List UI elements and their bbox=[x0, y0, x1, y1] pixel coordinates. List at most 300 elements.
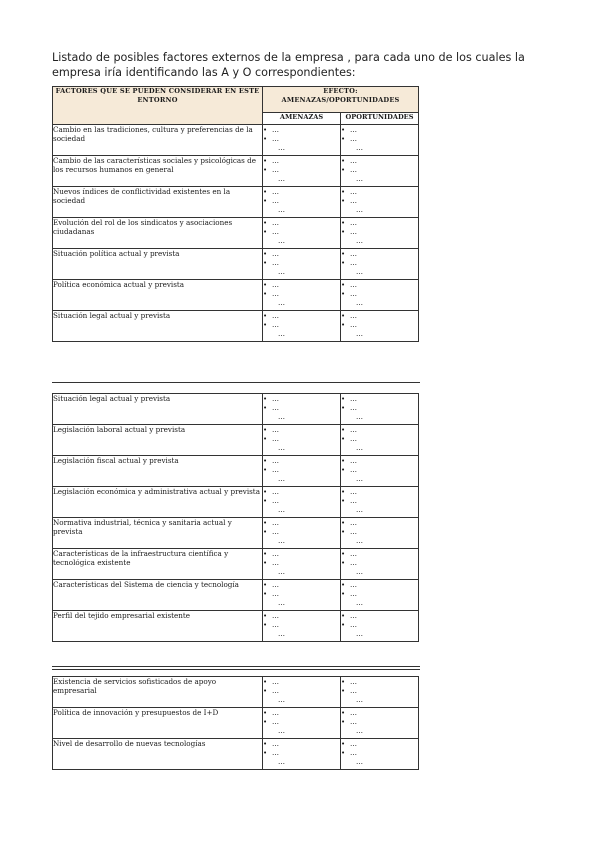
bullet-item bbox=[341, 134, 418, 143]
bullet-icon: • bbox=[263, 749, 268, 757]
continuation-line bbox=[263, 443, 340, 452]
bullet-icon: • bbox=[263, 678, 268, 686]
continuation-line bbox=[341, 174, 418, 183]
bullet-item bbox=[341, 708, 418, 717]
bullet-item bbox=[263, 518, 340, 527]
bullet-icon: • bbox=[263, 259, 268, 267]
factor-cell: Nuevos índices de conflictividad existentes en la sociedad bbox=[53, 187, 263, 218]
factor-cell: Situación política actual y prevista bbox=[53, 249, 263, 280]
continuation-line bbox=[263, 329, 340, 338]
placeholder-ellipsis: … bbox=[272, 259, 280, 267]
bullet-item bbox=[341, 403, 418, 412]
placeholder-ellipsis: … bbox=[278, 299, 286, 307]
bullet-item bbox=[341, 620, 418, 629]
bullet-icon: • bbox=[341, 528, 346, 536]
bullet-item bbox=[341, 425, 418, 434]
continuation-line bbox=[341, 567, 418, 576]
continuation-line bbox=[263, 536, 340, 545]
placeholder-ellipsis: … bbox=[350, 188, 358, 196]
header-effect-subtitle: AMENAZAS/OPORTUNIDADES bbox=[281, 95, 400, 104]
bullet-icon: • bbox=[341, 395, 346, 403]
bullet-icon: • bbox=[263, 126, 268, 134]
placeholder-ellipsis: … bbox=[278, 444, 286, 452]
bullet-icon: • bbox=[341, 321, 346, 329]
table-row bbox=[53, 487, 419, 518]
bullet-item bbox=[263, 686, 340, 695]
continuation-line bbox=[341, 695, 418, 704]
bullet-item bbox=[341, 280, 418, 289]
continuation-line bbox=[341, 205, 418, 214]
bullet-item bbox=[263, 425, 340, 434]
opportunities-cell[interactable] bbox=[341, 218, 419, 249]
bullet-item bbox=[341, 218, 418, 227]
placeholder-ellipsis: … bbox=[350, 528, 358, 536]
threats-cell[interactable] bbox=[263, 549, 341, 580]
continuation-line bbox=[341, 598, 418, 607]
bullet-item bbox=[341, 187, 418, 196]
placeholder-ellipsis: … bbox=[350, 157, 358, 165]
bullet-icon: • bbox=[341, 519, 346, 527]
placeholder-ellipsis: … bbox=[356, 206, 364, 214]
table-row bbox=[53, 739, 419, 770]
continuation-line bbox=[263, 474, 340, 483]
bullet-item bbox=[341, 748, 418, 757]
opportunities-cell[interactable] bbox=[341, 311, 419, 342]
bullet-icon: • bbox=[263, 581, 268, 589]
threats-cell[interactable] bbox=[263, 456, 341, 487]
continuation-line bbox=[263, 236, 340, 245]
placeholder-ellipsis: … bbox=[356, 237, 364, 245]
bullet-item bbox=[263, 289, 340, 298]
bullet-icon: • bbox=[341, 426, 346, 434]
factor-cell: Normativa industrial, técnica y sanitaria actual y prevista bbox=[53, 518, 263, 549]
opportunities-cell[interactable] bbox=[341, 425, 419, 456]
placeholder-ellipsis: … bbox=[350, 612, 358, 620]
opportunities-cell[interactable] bbox=[341, 280, 419, 311]
bullet-item bbox=[263, 739, 340, 748]
placeholder-ellipsis: … bbox=[350, 126, 358, 134]
table-row bbox=[53, 518, 419, 549]
opportunities-cell[interactable] bbox=[341, 394, 419, 425]
bullet-item bbox=[263, 249, 340, 258]
table-row bbox=[53, 311, 419, 342]
placeholder-ellipsis: … bbox=[350, 426, 358, 434]
placeholder-ellipsis: … bbox=[350, 290, 358, 298]
threats-cell[interactable] bbox=[263, 311, 341, 342]
continuation-line bbox=[341, 726, 418, 735]
placeholder-ellipsis: … bbox=[272, 312, 280, 320]
table-separator bbox=[52, 666, 420, 667]
placeholder-ellipsis: … bbox=[272, 290, 280, 298]
bullet-item bbox=[263, 227, 340, 236]
bullet-icon: • bbox=[263, 157, 268, 165]
bullet-item bbox=[341, 580, 418, 589]
threats-cell[interactable] bbox=[263, 611, 341, 642]
table-row bbox=[53, 218, 419, 249]
threats-cell[interactable] bbox=[263, 280, 341, 311]
continuation-line bbox=[341, 536, 418, 545]
continuation-line bbox=[263, 726, 340, 735]
bullet-item bbox=[341, 558, 418, 567]
bullet-item bbox=[263, 258, 340, 267]
table-separator bbox=[52, 382, 420, 383]
table-separator bbox=[52, 669, 420, 670]
bullet-icon: • bbox=[263, 687, 268, 695]
opportunities-cell[interactable] bbox=[341, 611, 419, 642]
placeholder-ellipsis: … bbox=[356, 696, 364, 704]
placeholder-ellipsis: … bbox=[272, 749, 280, 757]
bullet-icon: • bbox=[263, 426, 268, 434]
placeholder-ellipsis: … bbox=[278, 475, 286, 483]
placeholder-ellipsis: … bbox=[350, 228, 358, 236]
factor-cell: Cambio en las tradiciones, cultura y preferencias de la sociedad bbox=[53, 125, 263, 156]
placeholder-ellipsis: … bbox=[356, 599, 364, 607]
placeholder-ellipsis: … bbox=[350, 621, 358, 629]
table-row bbox=[53, 187, 419, 218]
table-row bbox=[53, 425, 419, 456]
opportunities-cell[interactable] bbox=[341, 249, 419, 280]
threats-cell[interactable] bbox=[263, 425, 341, 456]
placeholder-ellipsis: … bbox=[356, 727, 364, 735]
placeholder-ellipsis: … bbox=[272, 157, 280, 165]
placeholder-ellipsis: … bbox=[272, 678, 280, 686]
bullet-icon: • bbox=[341, 612, 346, 620]
placeholder-ellipsis: … bbox=[278, 413, 286, 421]
placeholder-ellipsis: … bbox=[356, 630, 364, 638]
bullet-item bbox=[263, 320, 340, 329]
placeholder-ellipsis: … bbox=[272, 166, 280, 174]
factor-cell: Legislación fiscal actual y prevista bbox=[53, 456, 263, 487]
opportunities-cell[interactable] bbox=[341, 456, 419, 487]
threats-cell[interactable] bbox=[263, 708, 341, 739]
bullet-icon: • bbox=[263, 466, 268, 474]
placeholder-ellipsis: … bbox=[350, 687, 358, 695]
placeholder-ellipsis: … bbox=[350, 519, 358, 527]
bullet-icon: • bbox=[263, 550, 268, 558]
opportunities-cell[interactable] bbox=[341, 580, 419, 611]
bullet-item bbox=[341, 518, 418, 527]
bullet-icon: • bbox=[263, 404, 268, 412]
bullet-item bbox=[263, 549, 340, 558]
bullet-item bbox=[263, 558, 340, 567]
continuation-line bbox=[263, 505, 340, 514]
bullet-icon: • bbox=[341, 581, 346, 589]
bullet-icon: • bbox=[263, 740, 268, 748]
placeholder-ellipsis: … bbox=[278, 758, 286, 766]
bullet-item bbox=[263, 187, 340, 196]
bullet-icon: • bbox=[263, 497, 268, 505]
placeholder-ellipsis: … bbox=[272, 135, 280, 143]
header-factors: FACTORES QUE SE PUEDEN CONSIDERAR EN ESTE ENTORNO bbox=[53, 87, 263, 125]
bullet-item bbox=[263, 677, 340, 686]
factor-cell: Legislación laboral actual y prevista bbox=[53, 425, 263, 456]
placeholder-ellipsis: … bbox=[350, 718, 358, 726]
bullet-icon: • bbox=[341, 404, 346, 412]
continuation-line bbox=[263, 629, 340, 638]
bullet-icon: • bbox=[263, 528, 268, 536]
placeholder-ellipsis: … bbox=[272, 709, 280, 717]
bullet-item bbox=[341, 465, 418, 474]
placeholder-ellipsis: … bbox=[350, 395, 358, 403]
bullet-item bbox=[341, 496, 418, 505]
bullet-icon: • bbox=[341, 709, 346, 717]
placeholder-ellipsis: … bbox=[356, 330, 364, 338]
placeholder-ellipsis: … bbox=[272, 188, 280, 196]
continuation-line bbox=[263, 412, 340, 421]
opportunities-cell[interactable] bbox=[341, 487, 419, 518]
bullet-item bbox=[263, 717, 340, 726]
bullet-icon: • bbox=[341, 559, 346, 567]
bullet-item bbox=[341, 320, 418, 329]
placeholder-ellipsis: … bbox=[350, 166, 358, 174]
bullet-icon: • bbox=[341, 457, 346, 465]
placeholder-ellipsis: … bbox=[272, 612, 280, 620]
bullet-item bbox=[263, 748, 340, 757]
header-threats: AMENAZAS bbox=[263, 113, 341, 125]
table-row bbox=[53, 708, 419, 739]
placeholder-ellipsis: … bbox=[272, 457, 280, 465]
bullet-icon: • bbox=[263, 395, 268, 403]
table-row bbox=[53, 394, 419, 425]
placeholder-ellipsis: … bbox=[350, 250, 358, 258]
placeholder-ellipsis: … bbox=[350, 259, 358, 267]
bullet-icon: • bbox=[263, 166, 268, 174]
bullet-icon: • bbox=[341, 250, 346, 258]
placeholder-ellipsis: … bbox=[278, 506, 286, 514]
bullet-icon: • bbox=[341, 590, 346, 598]
threats-cell[interactable] bbox=[263, 187, 341, 218]
bullet-item bbox=[341, 311, 418, 320]
opportunities-cell[interactable] bbox=[341, 518, 419, 549]
bullet-icon: • bbox=[263, 457, 268, 465]
table-row bbox=[53, 456, 419, 487]
placeholder-ellipsis: … bbox=[356, 175, 364, 183]
placeholder-ellipsis: … bbox=[278, 727, 286, 735]
bullet-item bbox=[263, 134, 340, 143]
bullet-icon: • bbox=[263, 312, 268, 320]
placeholder-ellipsis: … bbox=[272, 321, 280, 329]
opportunities-cell[interactable] bbox=[341, 187, 419, 218]
placeholder-ellipsis: … bbox=[350, 457, 358, 465]
continuation-line bbox=[341, 329, 418, 338]
threats-cell[interactable] bbox=[263, 218, 341, 249]
placeholder-ellipsis: … bbox=[350, 678, 358, 686]
bullet-item bbox=[341, 456, 418, 465]
bullet-icon: • bbox=[341, 126, 346, 134]
continuation-line bbox=[341, 629, 418, 638]
threats-cell[interactable] bbox=[263, 487, 341, 518]
placeholder-ellipsis: … bbox=[356, 537, 364, 545]
bullet-item bbox=[263, 589, 340, 598]
bullet-icon: • bbox=[341, 228, 346, 236]
continuation-line bbox=[263, 298, 340, 307]
continuation-line bbox=[263, 567, 340, 576]
bullet-icon: • bbox=[341, 749, 346, 757]
bullet-item bbox=[263, 611, 340, 620]
continuation-line bbox=[341, 298, 418, 307]
bullet-icon: • bbox=[341, 281, 346, 289]
placeholder-ellipsis: … bbox=[272, 404, 280, 412]
bullet-icon: • bbox=[263, 435, 268, 443]
bullet-icon: • bbox=[341, 135, 346, 143]
bullet-item bbox=[263, 527, 340, 536]
bullet-item bbox=[341, 677, 418, 686]
header-effect bbox=[263, 87, 419, 113]
placeholder-ellipsis: … bbox=[278, 630, 286, 638]
threats-cell[interactable] bbox=[263, 739, 341, 770]
bullet-item bbox=[263, 394, 340, 403]
placeholder-ellipsis: … bbox=[350, 559, 358, 567]
bullet-item bbox=[263, 311, 340, 320]
bullet-item bbox=[341, 196, 418, 205]
threats-cell[interactable] bbox=[263, 249, 341, 280]
table-row bbox=[53, 249, 419, 280]
bullet-icon: • bbox=[263, 281, 268, 289]
bullet-icon: • bbox=[263, 290, 268, 298]
bullet-icon: • bbox=[341, 488, 346, 496]
placeholder-ellipsis: … bbox=[272, 435, 280, 443]
placeholder-ellipsis: … bbox=[356, 444, 364, 452]
placeholder-ellipsis: … bbox=[272, 197, 280, 205]
bullet-item bbox=[341, 487, 418, 496]
bullet-icon: • bbox=[263, 590, 268, 598]
placeholder-ellipsis: … bbox=[272, 281, 280, 289]
placeholder-ellipsis: … bbox=[356, 568, 364, 576]
factor-cell: Cambio de las características sociales y psicológicas de los recursos humanos en general bbox=[53, 156, 263, 187]
bullet-icon: • bbox=[263, 135, 268, 143]
bullet-icon: • bbox=[263, 709, 268, 717]
bullet-item bbox=[341, 125, 418, 134]
placeholder-ellipsis: … bbox=[350, 709, 358, 717]
factor-cell: Características de la infraestructura científica y tecnológica existente bbox=[53, 549, 263, 580]
bullet-item bbox=[341, 394, 418, 403]
factor-cell: Política de innovación y presupuestos de I+D bbox=[53, 708, 263, 739]
continuation-line bbox=[341, 143, 418, 152]
bullet-item bbox=[263, 465, 340, 474]
placeholder-ellipsis: … bbox=[350, 740, 358, 748]
bullet-icon: • bbox=[341, 718, 346, 726]
bullet-icon: • bbox=[341, 550, 346, 558]
bullet-icon: • bbox=[341, 435, 346, 443]
placeholder-ellipsis: … bbox=[278, 175, 286, 183]
placeholder-ellipsis: … bbox=[350, 321, 358, 329]
bullet-item bbox=[263, 156, 340, 165]
factor-cell: Perfil del tejido empresarial existente bbox=[53, 611, 263, 642]
placeholder-ellipsis: … bbox=[272, 395, 280, 403]
bullet-icon: • bbox=[263, 250, 268, 258]
table-row bbox=[53, 611, 419, 642]
bullet-item bbox=[263, 496, 340, 505]
placeholder-ellipsis: … bbox=[272, 740, 280, 748]
bullet-icon: • bbox=[341, 166, 346, 174]
threats-cell[interactable] bbox=[263, 580, 341, 611]
placeholder-ellipsis: … bbox=[272, 519, 280, 527]
bullet-item bbox=[263, 165, 340, 174]
bullet-item bbox=[263, 280, 340, 289]
bullet-icon: • bbox=[341, 687, 346, 695]
placeholder-ellipsis: … bbox=[356, 413, 364, 421]
factors-table-3 bbox=[52, 676, 419, 770]
bullet-item bbox=[341, 611, 418, 620]
placeholder-ellipsis: … bbox=[272, 718, 280, 726]
threats-cell[interactable] bbox=[263, 156, 341, 187]
placeholder-ellipsis: … bbox=[350, 197, 358, 205]
header-effect-title: EFECTO: bbox=[323, 87, 358, 95]
bullet-item bbox=[263, 708, 340, 717]
bullet-item bbox=[263, 487, 340, 496]
table-row bbox=[53, 280, 419, 311]
factor-cell: Situación legal actual y prevista bbox=[53, 311, 263, 342]
bullet-item bbox=[341, 527, 418, 536]
placeholder-ellipsis: … bbox=[356, 506, 364, 514]
placeholder-ellipsis: … bbox=[272, 528, 280, 536]
table-row bbox=[53, 125, 419, 156]
bullet-icon: • bbox=[263, 621, 268, 629]
continuation-line bbox=[341, 505, 418, 514]
continuation-line bbox=[263, 598, 340, 607]
opportunities-cell[interactable] bbox=[341, 739, 419, 770]
placeholder-ellipsis: … bbox=[278, 696, 286, 704]
bullet-icon: • bbox=[263, 321, 268, 329]
placeholder-ellipsis: … bbox=[278, 537, 286, 545]
bullet-item bbox=[263, 125, 340, 134]
continuation-line bbox=[263, 757, 340, 766]
bullet-icon: • bbox=[341, 497, 346, 505]
placeholder-ellipsis: … bbox=[350, 497, 358, 505]
bullet-icon: • bbox=[263, 718, 268, 726]
threats-cell[interactable] bbox=[263, 125, 341, 156]
bullet-item bbox=[341, 739, 418, 748]
placeholder-ellipsis: … bbox=[350, 135, 358, 143]
bullet-icon: • bbox=[341, 188, 346, 196]
factor-cell: Evolución del rol de los sindicatos y asociaciones ciudadanas bbox=[53, 218, 263, 249]
placeholder-ellipsis: … bbox=[356, 299, 364, 307]
threats-cell[interactable] bbox=[263, 677, 341, 708]
bullet-icon: • bbox=[263, 219, 268, 227]
bullet-item bbox=[341, 686, 418, 695]
placeholder-ellipsis: … bbox=[272, 228, 280, 236]
placeholder-ellipsis: … bbox=[272, 219, 280, 227]
placeholder-ellipsis: … bbox=[350, 550, 358, 558]
placeholder-ellipsis: … bbox=[350, 581, 358, 589]
continuation-line bbox=[341, 236, 418, 245]
placeholder-ellipsis: … bbox=[350, 312, 358, 320]
bullet-icon: • bbox=[341, 157, 346, 165]
bullet-icon: • bbox=[341, 197, 346, 205]
placeholder-ellipsis: … bbox=[356, 144, 364, 152]
placeholder-ellipsis: … bbox=[272, 126, 280, 134]
placeholder-ellipsis: … bbox=[278, 237, 286, 245]
bullet-icon: • bbox=[341, 290, 346, 298]
opportunities-cell[interactable] bbox=[341, 125, 419, 156]
opportunities-cell[interactable] bbox=[341, 677, 419, 708]
placeholder-ellipsis: … bbox=[278, 144, 286, 152]
threats-cell[interactable] bbox=[263, 518, 341, 549]
opportunities-cell[interactable] bbox=[341, 708, 419, 739]
table-row bbox=[53, 580, 419, 611]
bullet-icon: • bbox=[263, 559, 268, 567]
bullet-item bbox=[263, 456, 340, 465]
bullet-icon: • bbox=[341, 259, 346, 267]
bullet-item bbox=[341, 717, 418, 726]
continuation-line bbox=[341, 412, 418, 421]
continuation-line bbox=[263, 695, 340, 704]
placeholder-ellipsis: … bbox=[278, 599, 286, 607]
opportunities-cell[interactable] bbox=[341, 156, 419, 187]
threats-cell[interactable] bbox=[263, 394, 341, 425]
opportunities-cell[interactable] bbox=[341, 549, 419, 580]
bullet-icon: • bbox=[263, 188, 268, 196]
